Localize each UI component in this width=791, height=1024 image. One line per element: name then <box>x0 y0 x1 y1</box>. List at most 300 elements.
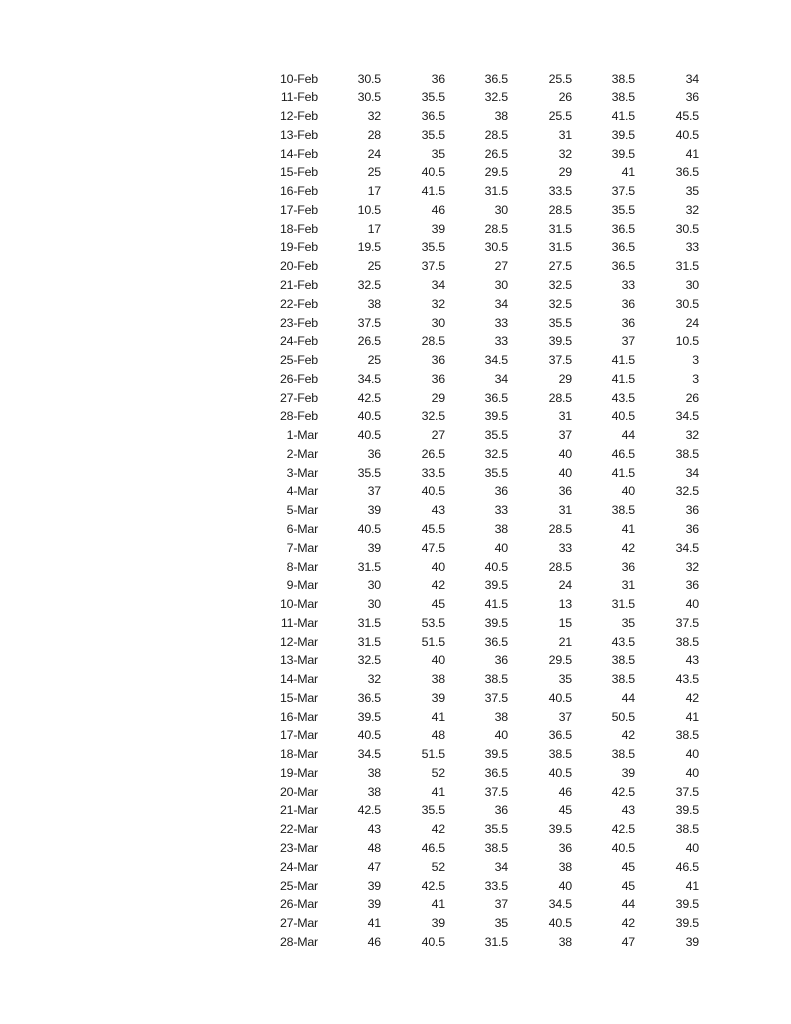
value-cell: 42 <box>621 540 635 555</box>
value-cell: 36 <box>621 296 635 311</box>
value-cell: 44 <box>621 897 635 912</box>
value-cell: 52 <box>431 859 445 874</box>
value-cell: 43 <box>431 503 445 518</box>
date-cell: 21-Feb <box>279 278 318 293</box>
value-cell: 36.5 <box>611 240 635 255</box>
value-cell: 45.5 <box>675 109 699 124</box>
value-cell: 39.5 <box>675 916 699 931</box>
table-row <box>250 783 699 802</box>
date-cell: 23-Mar <box>279 840 318 855</box>
table-row <box>250 670 699 689</box>
value-cell: 29 <box>431 390 445 405</box>
value-cell: 43.5 <box>611 390 635 405</box>
value-cell: 29.5 <box>548 653 572 668</box>
table-row <box>250 126 699 145</box>
date-cell: 3-Mar <box>286 465 318 480</box>
value-cell: 37.5 <box>675 615 699 630</box>
value-cell: 45 <box>558 803 572 818</box>
value-cell: 38 <box>494 521 508 536</box>
date-cell: 20-Mar <box>279 784 318 799</box>
value-cell: 41.5 <box>421 184 445 199</box>
date-cell: 26-Feb <box>279 371 318 386</box>
value-cell: 26.5 <box>484 146 508 161</box>
value-cell: 30 <box>367 578 381 593</box>
value-cell: 45 <box>431 597 445 612</box>
value-cell: 39 <box>685 934 699 949</box>
value-cell: 40.5 <box>357 409 381 424</box>
table-row <box>250 163 699 182</box>
table-row <box>250 914 699 933</box>
value-cell: 30 <box>367 597 381 612</box>
value-cell: 40 <box>621 484 635 499</box>
value-cell: 37 <box>494 897 508 912</box>
table-row <box>250 539 699 558</box>
value-cell: 31 <box>621 578 635 593</box>
value-cell: 39.5 <box>611 127 635 142</box>
date-cell: 17-Feb <box>279 202 318 217</box>
date-cell: 12-Feb <box>279 109 318 124</box>
value-cell: 17 <box>367 184 381 199</box>
value-cell: 38.5 <box>675 822 699 837</box>
table-row <box>250 708 699 727</box>
value-cell: 25.5 <box>548 71 572 86</box>
date-cell: 28-Mar <box>279 934 318 949</box>
date-cell: 24-Feb <box>279 334 318 349</box>
date-cell: 9-Mar <box>286 578 318 593</box>
value-cell: 46.5 <box>421 840 445 855</box>
table-row <box>250 88 699 107</box>
value-cell: 40 <box>685 765 699 780</box>
value-cell: 38.5 <box>611 90 635 105</box>
value-cell: 40.5 <box>484 559 508 574</box>
value-cell: 29.5 <box>484 165 508 180</box>
table-row <box>250 520 699 539</box>
value-cell: 40.5 <box>421 165 445 180</box>
value-cell: 31.5 <box>548 240 572 255</box>
value-cell: 32 <box>367 672 381 687</box>
value-cell: 42 <box>685 690 699 705</box>
date-cell: 2-Mar <box>286 446 318 461</box>
table-row <box>250 482 699 501</box>
value-cell: 36 <box>621 559 635 574</box>
value-cell: 42 <box>431 822 445 837</box>
date-cell: 21-Mar <box>279 803 318 818</box>
value-cell: 39.5 <box>484 578 508 593</box>
value-cell: 40.5 <box>421 484 445 499</box>
value-cell: 41.5 <box>611 353 635 368</box>
table-row <box>250 651 699 670</box>
value-cell: 36 <box>367 446 381 461</box>
value-cell: 39 <box>431 221 445 236</box>
date-cell: 17-Mar <box>279 728 318 743</box>
value-cell: 34 <box>685 71 699 86</box>
value-cell: 36.5 <box>484 71 508 86</box>
value-cell: 28.5 <box>484 127 508 142</box>
value-cell: 36 <box>558 484 572 499</box>
value-cell: 39 <box>367 878 381 893</box>
value-cell: 37.5 <box>421 259 445 274</box>
date-cell: 27-Feb <box>279 390 318 405</box>
value-cell: 33.5 <box>421 465 445 480</box>
value-cell: 41 <box>621 165 635 180</box>
value-cell: 27 <box>494 259 508 274</box>
value-cell: 33 <box>621 278 635 293</box>
value-cell: 46 <box>367 934 381 949</box>
value-cell: 33 <box>494 315 508 330</box>
value-cell: 37.5 <box>357 315 381 330</box>
value-cell: 38 <box>431 672 445 687</box>
value-cell: 24 <box>685 315 699 330</box>
value-cell: 40.5 <box>548 765 572 780</box>
value-cell: 31.5 <box>548 221 572 236</box>
value-cell: 39 <box>431 690 445 705</box>
value-cell: 41 <box>685 146 699 161</box>
table-row <box>250 764 699 783</box>
value-cell: 36.5 <box>611 259 635 274</box>
value-cell: 39.5 <box>675 803 699 818</box>
value-cell: 47 <box>367 859 381 874</box>
value-cell: 32.5 <box>484 446 508 461</box>
table-row <box>250 933 699 952</box>
table-row <box>250 445 699 464</box>
value-cell: 3 <box>692 371 699 386</box>
table-row <box>250 877 699 896</box>
value-cell: 35.5 <box>421 803 445 818</box>
value-cell: 43 <box>685 653 699 668</box>
table-row <box>250 745 699 764</box>
value-cell: 30.5 <box>675 296 699 311</box>
table-row <box>250 145 699 164</box>
value-cell: 36.5 <box>484 634 508 649</box>
value-cell: 53.5 <box>421 615 445 630</box>
value-cell: 43.5 <box>611 634 635 649</box>
value-cell: 32.5 <box>675 484 699 499</box>
value-cell: 28.5 <box>548 521 572 536</box>
value-cell: 39 <box>621 765 635 780</box>
value-cell: 38.5 <box>484 840 508 855</box>
value-cell: 32 <box>685 559 699 574</box>
value-cell: 34 <box>494 859 508 874</box>
value-cell: 36.5 <box>548 728 572 743</box>
value-cell: 26.5 <box>421 446 445 461</box>
value-cell: 42 <box>621 728 635 743</box>
value-cell: 36 <box>685 578 699 593</box>
value-cell: 36 <box>494 484 508 499</box>
table-row <box>250 839 699 858</box>
date-cell: 22-Mar <box>279 822 318 837</box>
value-cell: 47.5 <box>421 540 445 555</box>
value-cell: 31.5 <box>357 634 381 649</box>
value-cell: 25 <box>367 165 381 180</box>
value-cell: 24 <box>558 578 572 593</box>
value-cell: 42 <box>431 578 445 593</box>
value-cell: 40.5 <box>421 934 445 949</box>
value-cell: 35 <box>431 146 445 161</box>
value-cell: 32 <box>558 146 572 161</box>
date-cell: 11-Feb <box>280 90 318 105</box>
value-cell: 34 <box>494 371 508 386</box>
value-cell: 30 <box>494 202 508 217</box>
value-cell: 30.5 <box>484 240 508 255</box>
value-cell: 19.5 <box>357 240 381 255</box>
table-row <box>250 576 699 595</box>
value-cell: 39.5 <box>611 146 635 161</box>
date-cell: 23-Feb <box>279 315 318 330</box>
value-cell: 31.5 <box>357 559 381 574</box>
value-cell: 37 <box>367 484 381 499</box>
table-row <box>250 182 699 201</box>
table-row <box>250 407 699 426</box>
value-cell: 10.5 <box>675 334 699 349</box>
value-cell: 41 <box>431 784 445 799</box>
value-cell: 38 <box>494 709 508 724</box>
value-cell: 38 <box>367 784 381 799</box>
value-cell: 32 <box>685 428 699 443</box>
value-cell: 40.5 <box>611 840 635 855</box>
value-cell: 47 <box>621 934 635 949</box>
value-cell: 36.5 <box>484 390 508 405</box>
value-cell: 45.5 <box>421 521 445 536</box>
value-cell: 36 <box>685 90 699 105</box>
value-cell: 38 <box>367 296 381 311</box>
value-cell: 40 <box>558 878 572 893</box>
table-row <box>250 238 699 257</box>
value-cell: 38.5 <box>611 503 635 518</box>
value-cell: 38.5 <box>675 634 699 649</box>
value-cell: 38.5 <box>675 446 699 461</box>
value-cell: 36.5 <box>611 221 635 236</box>
value-cell: 40 <box>431 559 445 574</box>
value-cell: 41 <box>431 709 445 724</box>
table-row <box>250 895 699 914</box>
value-cell: 33 <box>494 334 508 349</box>
value-cell: 34.5 <box>675 409 699 424</box>
value-cell: 35 <box>494 916 508 931</box>
date-cell: 19-Feb <box>279 240 318 255</box>
value-cell: 29 <box>558 165 572 180</box>
value-cell: 42 <box>621 916 635 931</box>
value-cell: 28.5 <box>548 390 572 405</box>
value-cell: 41.5 <box>484 597 508 612</box>
value-cell: 40.5 <box>357 728 381 743</box>
value-cell: 13 <box>558 597 572 612</box>
value-cell: 38.5 <box>611 747 635 762</box>
date-cell: 26-Mar <box>279 897 318 912</box>
value-cell: 40 <box>494 540 508 555</box>
value-cell: 33 <box>558 540 572 555</box>
value-cell: 43.5 <box>675 672 699 687</box>
table-row <box>250 426 699 445</box>
value-cell: 24 <box>367 146 381 161</box>
value-cell: 37 <box>621 334 635 349</box>
table-row <box>250 389 699 408</box>
value-cell: 34 <box>494 296 508 311</box>
date-cell: 16-Mar <box>279 709 318 724</box>
value-cell: 31.5 <box>611 597 635 612</box>
value-cell: 35.5 <box>611 202 635 217</box>
value-cell: 40.5 <box>357 428 381 443</box>
value-cell: 3 <box>692 353 699 368</box>
value-cell: 26.5 <box>357 334 381 349</box>
value-cell: 48 <box>367 840 381 855</box>
value-cell: 34.5 <box>484 353 508 368</box>
value-cell: 38.5 <box>611 653 635 668</box>
value-cell: 40.5 <box>548 690 572 705</box>
table-row <box>250 370 699 389</box>
value-cell: 36.5 <box>421 109 445 124</box>
date-cell: 28-Feb <box>279 409 318 424</box>
value-cell: 41 <box>685 709 699 724</box>
date-cell: 16-Feb <box>279 184 318 199</box>
value-cell: 45 <box>621 878 635 893</box>
value-cell: 36.5 <box>675 165 699 180</box>
value-cell: 36.5 <box>484 765 508 780</box>
date-cell: 13-Mar <box>279 653 318 668</box>
table-row <box>250 501 699 520</box>
value-cell: 21 <box>558 634 572 649</box>
value-cell: 39.5 <box>484 409 508 424</box>
table-row <box>250 257 699 276</box>
date-cell: 18-Feb <box>279 221 318 236</box>
value-cell: 37 <box>558 709 572 724</box>
value-cell: 27 <box>431 428 445 443</box>
value-cell: 28.5 <box>548 559 572 574</box>
value-cell: 35.5 <box>357 465 381 480</box>
value-cell: 41.5 <box>611 109 635 124</box>
value-cell: 31.5 <box>484 184 508 199</box>
date-cell: 25-Mar <box>279 878 318 893</box>
value-cell: 41 <box>621 521 635 536</box>
value-cell: 40.5 <box>357 521 381 536</box>
value-cell: 38.5 <box>611 71 635 86</box>
value-cell: 32 <box>685 202 699 217</box>
table-row <box>250 614 699 633</box>
value-cell: 30.5 <box>675 221 699 236</box>
value-cell: 31 <box>558 127 572 142</box>
date-cell: 13-Feb <box>279 127 318 142</box>
value-cell: 37 <box>558 428 572 443</box>
date-cell: 1-Mar <box>286 428 318 443</box>
table-row <box>250 801 699 820</box>
value-cell: 35 <box>621 615 635 630</box>
date-cell: 15-Mar <box>279 690 318 705</box>
value-cell: 34 <box>431 278 445 293</box>
value-cell: 36.5 <box>357 690 381 705</box>
value-cell: 40 <box>494 728 508 743</box>
date-cell: 24-Mar <box>279 859 318 874</box>
value-cell: 28 <box>367 127 381 142</box>
table-row <box>250 201 699 220</box>
value-cell: 39 <box>367 503 381 518</box>
value-cell: 39.5 <box>548 334 572 349</box>
value-cell: 25.5 <box>548 109 572 124</box>
table-row <box>250 107 699 126</box>
value-cell: 30 <box>431 315 445 330</box>
value-cell: 30.5 <box>357 90 381 105</box>
value-cell: 15 <box>558 615 572 630</box>
date-cell: 7-Mar <box>286 540 318 555</box>
value-cell: 46.5 <box>675 859 699 874</box>
value-cell: 36 <box>621 315 635 330</box>
value-cell: 35.5 <box>548 315 572 330</box>
value-cell: 35.5 <box>421 127 445 142</box>
value-cell: 10.5 <box>357 202 381 217</box>
value-cell: 33 <box>685 240 699 255</box>
value-cell: 39 <box>367 897 381 912</box>
value-cell: 40 <box>685 597 699 612</box>
value-cell: 41 <box>367 916 381 931</box>
value-cell: 31 <box>558 409 572 424</box>
value-cell: 40 <box>685 747 699 762</box>
value-cell: 30 <box>685 278 699 293</box>
value-cell: 34.5 <box>357 747 381 762</box>
value-cell: 46 <box>558 784 572 799</box>
value-cell: 40.5 <box>548 916 572 931</box>
date-cell: 10-Mar <box>279 597 318 612</box>
value-cell: 39 <box>367 540 381 555</box>
value-cell: 27.5 <box>548 259 572 274</box>
value-cell: 32 <box>431 296 445 311</box>
value-cell: 25 <box>367 353 381 368</box>
value-cell: 38 <box>558 934 572 949</box>
value-cell: 36 <box>494 803 508 818</box>
value-cell: 32.5 <box>421 409 445 424</box>
value-cell: 32.5 <box>357 653 381 668</box>
table-row <box>250 220 699 239</box>
table-row <box>250 351 699 370</box>
value-cell: 35.5 <box>421 90 445 105</box>
table-row <box>250 464 699 483</box>
value-cell: 36 <box>494 653 508 668</box>
value-cell: 38.5 <box>484 672 508 687</box>
value-cell: 38.5 <box>611 672 635 687</box>
value-cell: 41.5 <box>611 465 635 480</box>
table-row <box>250 558 699 577</box>
value-cell: 30 <box>494 278 508 293</box>
value-cell: 43 <box>367 822 381 837</box>
value-cell: 37.5 <box>611 184 635 199</box>
date-cell: 11-Mar <box>280 615 318 630</box>
value-cell: 45 <box>621 859 635 874</box>
value-cell: 44 <box>621 428 635 443</box>
date-cell: 25-Feb <box>279 353 318 368</box>
data-table <box>250 70 699 952</box>
table-row <box>250 314 699 333</box>
value-cell: 32.5 <box>548 296 572 311</box>
value-cell: 41.5 <box>611 371 635 386</box>
value-cell: 25 <box>367 259 381 274</box>
value-cell: 40.5 <box>611 409 635 424</box>
value-cell: 34.5 <box>357 371 381 386</box>
value-cell: 31.5 <box>675 259 699 274</box>
table-row <box>250 70 699 89</box>
table-row <box>250 332 699 351</box>
date-cell: 22-Feb <box>279 296 318 311</box>
value-cell: 35 <box>558 672 572 687</box>
value-cell: 31.5 <box>484 934 508 949</box>
value-cell: 30.5 <box>357 71 381 86</box>
value-cell: 41 <box>431 897 445 912</box>
table-row <box>250 726 699 745</box>
value-cell: 48 <box>431 728 445 743</box>
date-cell: 27-Mar <box>279 916 318 931</box>
value-cell: 35 <box>685 184 699 199</box>
date-cell: 20-Feb <box>279 259 318 274</box>
value-cell: 26 <box>558 90 572 105</box>
value-cell: 42.5 <box>611 784 635 799</box>
value-cell: 42.5 <box>357 803 381 818</box>
value-cell: 32.5 <box>548 278 572 293</box>
